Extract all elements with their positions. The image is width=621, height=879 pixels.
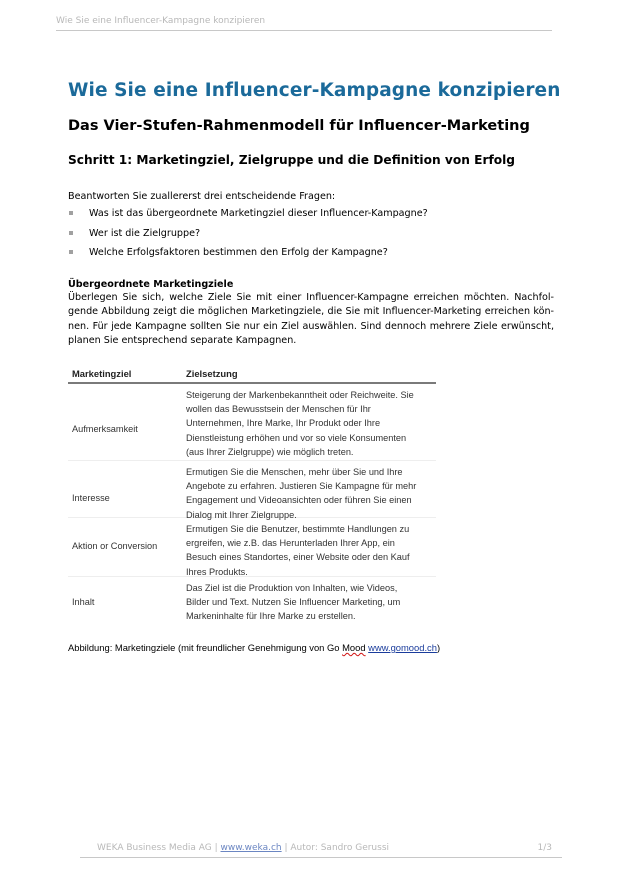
objective-line: wollen das Bewusstsein der Menschen für Ihr <box>186 404 371 415</box>
objective-line: ergreifen, wie z.B. das Herunterladen Ihrer App, ein <box>186 538 395 549</box>
table-row <box>68 384 436 461</box>
footer-credits <box>97 843 389 853</box>
footer-author: | Autor: Sandro Gerussi <box>281 843 390 853</box>
objective-line: Markeninhalte für Ihre Marke zu erstellen. <box>186 611 356 622</box>
paragraph-line: nen. Für jede Kampagne sollten Sie nur ein Ziel auswählen. Sind dennoch mehrere Ziele erwünscht, <box>68 320 554 332</box>
objective-line: (aus Ihrer Zielgruppe) wie möglich treten. <box>186 446 354 457</box>
table-header <box>68 366 436 384</box>
objective-line: Dialog mit Ihrer Zielgruppe. <box>186 509 297 520</box>
paragraph-line: planen Sie entsprechend separate Kampagnen. <box>68 335 297 347</box>
running-header <box>56 14 552 31</box>
table-row <box>68 518 436 577</box>
objective-line: Steigerung der Markenbekanntheit oder Reichweite. Sie <box>186 390 414 400</box>
square-bullet-icon <box>69 250 73 254</box>
objective-line: Ermutigen Sie die Benutzer, bestimmte Handlungen zu <box>186 524 410 534</box>
section-paragraph <box>68 291 554 349</box>
footer-company: WEKA Business Media AG | <box>97 843 221 853</box>
document-subtitle: Das Vier-Stufen-Rahmenmodell für Influencer-Marketing <box>68 118 530 134</box>
column-header-goal: Marketingziel <box>72 368 132 379</box>
intro-text: Beantworten Sie zuallererst drei entscheidende Fragen: <box>68 191 336 202</box>
table-row <box>68 461 436 518</box>
objective-cell <box>186 461 436 522</box>
section-heading: Übergeordnete Marketingziele <box>68 279 234 290</box>
caption-text: Abbildung: Marketingziele (mit freundlicher Genehmigung von Go <box>68 642 343 653</box>
objective-cell <box>186 577 436 624</box>
running-header-title: Wie Sie eine Influencer-Kampagne konzipieren <box>56 16 266 26</box>
goal-cell: Interesse <box>72 493 110 503</box>
objective-cell <box>186 384 436 459</box>
goal-cell: Inhalt <box>72 597 95 607</box>
objective-line: Dienstleistung erhöhen und vor so viele Konsumenten <box>186 432 407 443</box>
step-heading: Schritt 1: Marketingziel, Zielgruppe und die Definition von Erfolg <box>68 153 516 167</box>
paragraph-line: gende Abbildung zeigt die möglichen Marketingziele, die Sie mit Influencer-Marketing erreichen kön- <box>68 306 554 318</box>
objective-cell <box>186 518 436 579</box>
weka-link[interactable]: www.weka.ch <box>220 843 282 853</box>
gomood-link[interactable]: www.gomood.ch <box>368 642 437 653</box>
question-text: Welche Erfolgsfaktoren bestimmen den Erfolg der Kampagne? <box>89 247 388 258</box>
objective-line: Ihres Produkts. <box>186 566 248 577</box>
objective-line: Angebote zu erfahren. Justieren Sie Kampagne für mehr <box>186 481 417 492</box>
objective-line: Das Ziel ist die Produktion von Inhalten, wie Videos, <box>186 583 398 593</box>
square-bullet-icon <box>69 211 73 215</box>
paragraph-line: Überlegen Sie sich, welche Ziele Sie mit einer Influencer-Kampagne erreichen möchten. Nachfol- <box>68 292 554 303</box>
caption-suffix: ) <box>436 642 441 653</box>
marketing-goals-table <box>68 366 436 625</box>
running-footer <box>80 841 562 858</box>
objective-line: Ermutigen Sie die Menschen, mehr über Sie und Ihre <box>186 467 403 477</box>
document-title: Wie Sie eine Influencer-Kampagne konzipieren <box>68 80 561 101</box>
objective-line: Bilder und Text. Nutzen Sie Influencer Marketing, um <box>186 597 401 608</box>
goal-cell: Aktion or Conversion <box>72 541 158 551</box>
figure-caption <box>68 642 440 653</box>
objective-line: Unternehmen, Ihre Marke, Ihr Produkt oder Ihre <box>186 418 381 429</box>
page-number: 1/3 <box>537 843 552 853</box>
column-header-objective: Zielsetzung <box>186 368 238 379</box>
objective-line: Besuch eines Standortes, einer Website oder den Kauf <box>186 552 410 563</box>
question-text: Was ist das übergeordnete Marketingziel dieser Influencer-Kampagne? <box>89 208 428 219</box>
square-bullet-icon <box>69 231 73 235</box>
question-text: Wer ist die Zielgruppe? <box>89 227 201 239</box>
objective-line: Engagement und Videoansichten oder führen Sie einen <box>186 495 412 506</box>
table-row <box>68 577 436 625</box>
goal-cell: Aufmerksamkeit <box>72 424 138 434</box>
spellcheck-flagged-word[interactable]: Mood <box>342 642 366 653</box>
